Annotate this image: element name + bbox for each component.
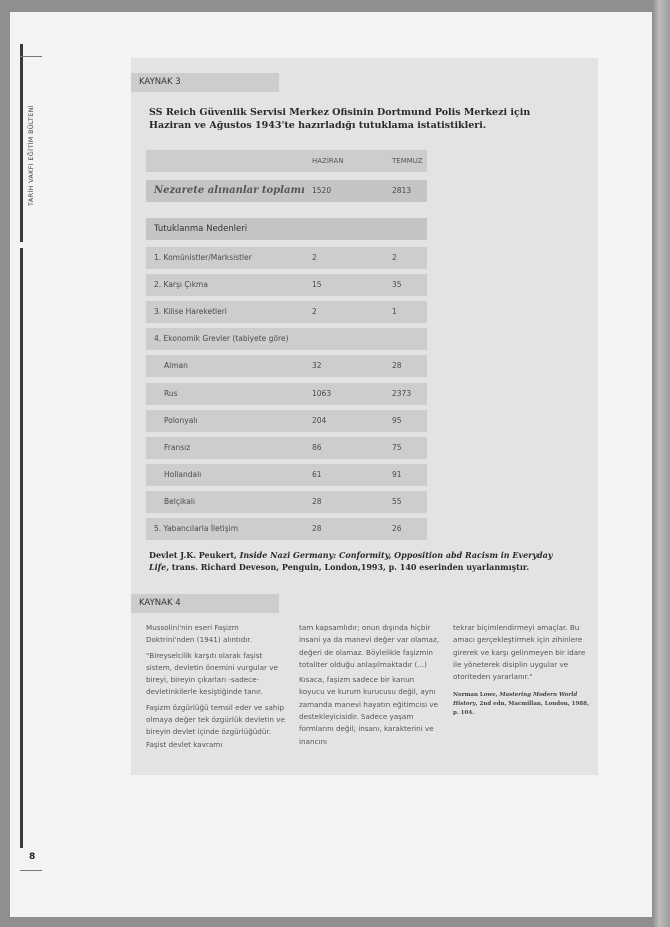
bulletin-vertical-label: TARİH VAKFI EĞİTİM BÜLTENİ xyxy=(27,105,35,206)
total-haziran: 1520 xyxy=(312,186,332,195)
table-row: 5. Yabancılarla İletişim 28 26 xyxy=(146,518,427,540)
total-temmuz: 2813 xyxy=(392,186,412,195)
side-rule-bottom xyxy=(20,248,23,848)
table-row: 1. Komünistler/Marksistler 2 2 xyxy=(146,247,427,269)
table-row: Fransız 86 75 xyxy=(146,437,427,459)
total-label: Nezarete alınanlar toplamı xyxy=(154,185,305,196)
table-row: Belçikalı 28 55 xyxy=(146,491,427,513)
source-3-citation: Devlet J.K. Peukert, Inside Nazi Germany: Conformity, Opposition abd Racism in Everyday Life, trans. Richard Deveson, Penguin, London,1993, p. 140 eserinden uyarlanmıştır. xyxy=(149,550,553,572)
scan-edge xyxy=(652,0,670,927)
table-row: Hollandalı 61 91 xyxy=(146,464,427,486)
top-left-rule xyxy=(20,56,42,57)
col-temmuz: TEMMUZ xyxy=(392,157,423,165)
source-4-column-2: tam kapsamlıdır; onun dışında hiçbir insani ya da manevi değer var olamaz, değeri de olamaz. Böylelikle faşizmin totaliter olduğu anlaşılmaktadır (...) Kısaca, faşizm sadece bir kanun koyucu ve kurum kurucusu değil, aynı zamanda manevi hayatın eğitimcisi ve destekleyicisidir. Sadece yaşam formlarını değil; insanı, karakterini ve inancını xyxy=(299,623,440,746)
table-header-row xyxy=(146,150,427,172)
table-row: 2. Karşı Çıkma 15 35 xyxy=(146,274,427,296)
source-3-label: KAYNAK 3 xyxy=(131,73,279,92)
bottom-left-rule xyxy=(20,870,42,871)
table-row: Polonyalı 204 95 xyxy=(146,410,427,432)
table-total-row xyxy=(146,180,427,202)
side-rule-top xyxy=(20,44,23,242)
table-row: 3. Kilise Hareketleri 2 1 xyxy=(146,301,427,323)
reasons-header: Tutuklanma Nedenleri xyxy=(154,224,248,234)
table-row: Rus 1063 2373 xyxy=(146,383,427,405)
citation-book-title: Inside Nazi Germany: Conformity, Opposition abd Racism in Everyday Life, xyxy=(149,550,553,572)
reasons-header-row xyxy=(146,218,427,240)
source-4-reference: Norman Lowe, Mastering Modern World History, 2nd edn, Macmillan, London, 1988, p. 104. xyxy=(453,692,589,717)
page-number: 8 xyxy=(29,852,36,862)
source-4-column-1: Mussolini'nin eseri Faşizm Doktrini'nden (1941) alıntıdır. "Bireyselcilik karşıtı olarak faşist sistem, devletin önemini vurgular ve bireyi, bireyin çıkarları -sadece- devletinkilerle kesiştiğinde tanır. Faşizm özgürlüğü temsil eder ve sahip olmaya değer tek özgürlük devletin ve bireyin devlet içinde özgürlüğüdür. Faşist devlet kavramı xyxy=(146,623,285,749)
source-3-title: SS Reich Güvenlik Servisi Merkez Ofisinin Dortmund Polis Merkezi için Haziran ve Ağustos 1943'te hazırladığı tutuklama istatistikleri. xyxy=(149,107,531,131)
table-row: 4. Ekonomik Grevler (tabiyete göre) xyxy=(146,328,427,350)
source-4-label: KAYNAK 4 xyxy=(131,594,279,613)
source-4-column-3: tekrar biçimlendirmeyi amaçlar. Bu amacı gerçekleştirmek için zihinlere girerek ve karşı gelinmeyen bir idare ile yöneterek disiplin uygular ve otoriteden yararlanır." Norman Lowe, Mastering Modern World History, 2nd edn, Macmillan, London, 1988, p. 104. xyxy=(453,623,589,717)
table-row: Alman 32 28 xyxy=(146,355,427,377)
col-haziran: HAZİRAN xyxy=(312,157,344,165)
